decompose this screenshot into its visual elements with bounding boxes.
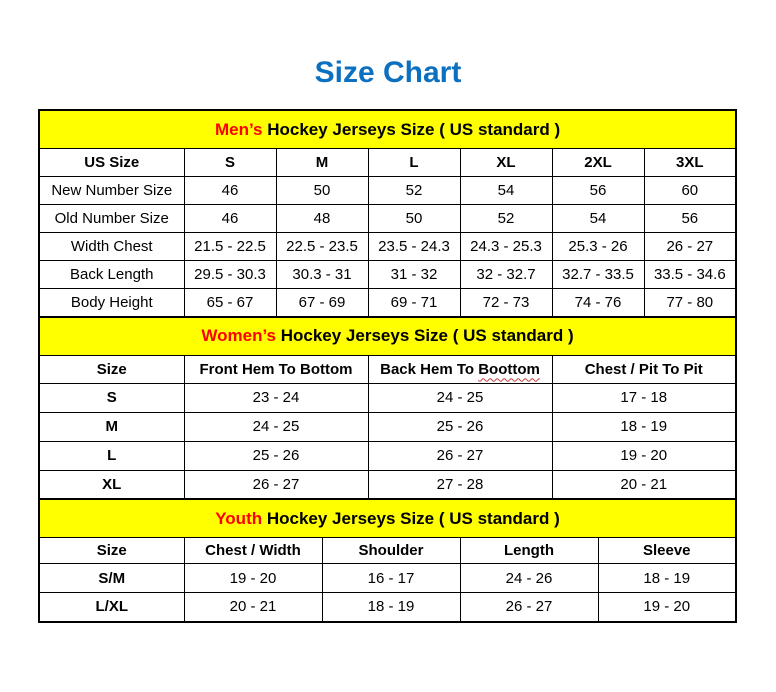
cell-value: 20 - 21 xyxy=(184,593,322,622)
cell-value: 74 - 76 xyxy=(552,289,644,317)
cell-value: 20 - 21 xyxy=(552,470,736,499)
column-header: US Size xyxy=(39,149,184,177)
column-header: Shoulder xyxy=(322,538,460,564)
cell-value: 19 - 20 xyxy=(552,441,736,470)
mens-header-row xyxy=(39,149,736,177)
cell-value: 33.5 - 34.6 xyxy=(644,261,736,289)
cell-value: 30.3 - 31 xyxy=(276,261,368,289)
womens-section-banner xyxy=(39,317,736,356)
mens-banner-text: Hockey Jerseys Size ( US standard ) xyxy=(262,119,561,139)
row-label: L xyxy=(39,441,184,470)
table-row xyxy=(39,441,736,470)
column-header: Chest / Width xyxy=(184,538,322,564)
womens-banner-highlight: Women’s xyxy=(201,326,276,345)
page-title: Size Chart xyxy=(314,56,462,89)
row-label: M xyxy=(39,412,184,441)
cell-value: 56 xyxy=(552,177,644,205)
cell-value: 25 - 26 xyxy=(368,412,552,441)
table-row xyxy=(39,593,736,622)
column-header: M xyxy=(276,149,368,177)
row-label: Body Height xyxy=(39,289,184,317)
womens-header-row xyxy=(39,355,736,383)
cell-value: 24 - 25 xyxy=(184,412,368,441)
cell-value: 18 - 19 xyxy=(552,412,736,441)
table-row xyxy=(39,383,736,412)
cell-value: 29.5 - 30.3 xyxy=(184,261,276,289)
table-row xyxy=(39,412,736,441)
mens-banner-highlight: Men’s xyxy=(214,119,263,139)
cell-value: 48 xyxy=(276,205,368,233)
cell-value: 32 - 32.7 xyxy=(460,261,552,289)
column-header: Sleeve xyxy=(598,538,736,564)
cell-value: 17 - 18 xyxy=(552,383,736,412)
cell-value: 25.3 - 26 xyxy=(552,233,644,261)
cell-value: 56 xyxy=(644,205,736,233)
column-header xyxy=(368,355,552,383)
table-row xyxy=(39,564,736,593)
cell-value: 19 - 20 xyxy=(598,593,736,622)
mens-section-banner xyxy=(39,110,736,149)
youth-banner-cell xyxy=(39,499,736,538)
column-header: 2XL xyxy=(552,149,644,177)
youth-banner-text: Hockey Jerseys Size ( US standard ) xyxy=(262,508,560,528)
column-header: Size xyxy=(39,355,184,383)
youth-section-banner xyxy=(39,499,736,538)
cell-value: 77 - 80 xyxy=(644,289,736,317)
cell-value: 24.3 - 25.3 xyxy=(460,233,552,261)
cell-value: 22.5 - 23.5 xyxy=(276,233,368,261)
cell-value: 60 xyxy=(644,177,736,205)
cell-value: 72 - 73 xyxy=(460,289,552,317)
youth-header-row xyxy=(39,538,736,564)
cell-value: 54 xyxy=(552,205,644,233)
table-row xyxy=(39,261,736,289)
womens-size-table xyxy=(38,316,737,501)
cell-value: 65 - 67 xyxy=(184,289,276,317)
column-header: S xyxy=(184,149,276,177)
youth-banner-highlight: Youth xyxy=(215,508,263,528)
cell-value: 23.5 - 24.3 xyxy=(368,233,460,261)
column-header: XL xyxy=(460,149,552,177)
cell-value: 67 - 69 xyxy=(276,289,368,317)
cell-value: 46 xyxy=(184,205,276,233)
size-chart-container xyxy=(38,109,735,623)
row-label: Width Chest xyxy=(39,233,184,261)
cell-value: 18 - 19 xyxy=(322,593,460,622)
cell-value: 50 xyxy=(368,205,460,233)
column-header: 3XL xyxy=(644,149,736,177)
cell-value: 27 - 28 xyxy=(368,470,552,499)
cell-value: 26 - 27 xyxy=(368,441,552,470)
row-label: Old Number Size xyxy=(39,205,184,233)
cell-value: 24 - 25 xyxy=(368,383,552,412)
row-label: New Number Size xyxy=(39,177,184,205)
cell-value: 19 - 20 xyxy=(184,564,322,593)
table-row xyxy=(39,177,736,205)
table-row xyxy=(39,233,736,261)
row-label: XL xyxy=(39,470,184,499)
womens-banner-cell xyxy=(39,317,736,356)
cell-value: 52 xyxy=(460,205,552,233)
column-header: Size xyxy=(39,538,184,564)
table-row xyxy=(39,470,736,499)
table-row xyxy=(39,205,736,233)
mens-size-table xyxy=(38,109,737,318)
cell-value: 50 xyxy=(276,177,368,205)
row-label: S/M xyxy=(39,564,184,593)
column-header: Chest / Pit To Pit xyxy=(552,355,736,383)
youth-size-table xyxy=(38,498,737,623)
row-label: L/XL xyxy=(39,593,184,622)
cell-value: 46 xyxy=(184,177,276,205)
row-label: Back Length xyxy=(39,261,184,289)
womens-banner-text: Hockey Jerseys Size ( US standard ) xyxy=(276,326,574,345)
cell-value: 21.5 - 22.5 xyxy=(184,233,276,261)
column-header: L xyxy=(368,149,460,177)
cell-value: 16 - 17 xyxy=(322,564,460,593)
cell-value: 54 xyxy=(460,177,552,205)
cell-value: 24 - 26 xyxy=(460,564,598,593)
cell-value: 26 - 27 xyxy=(184,470,368,499)
cell-value: 69 - 71 xyxy=(368,289,460,317)
column-header: Length xyxy=(460,538,598,564)
cell-value: 23 - 24 xyxy=(184,383,368,412)
cell-value: 18 - 19 xyxy=(598,564,736,593)
column-header: Front Hem To Bottom xyxy=(184,355,368,383)
row-label: S xyxy=(39,383,184,412)
column-header-text: Back Hem To xyxy=(380,360,479,378)
misspelled-word: Boottom xyxy=(478,360,540,378)
cell-value: 26 - 27 xyxy=(460,593,598,622)
cell-value: 31 - 32 xyxy=(368,261,460,289)
cell-value: 32.7 - 33.5 xyxy=(552,261,644,289)
cell-value: 25 - 26 xyxy=(184,441,368,470)
cell-value: 26 - 27 xyxy=(644,233,736,261)
cell-value: 52 xyxy=(368,177,460,205)
mens-banner-cell xyxy=(39,110,736,149)
table-row xyxy=(39,289,736,317)
